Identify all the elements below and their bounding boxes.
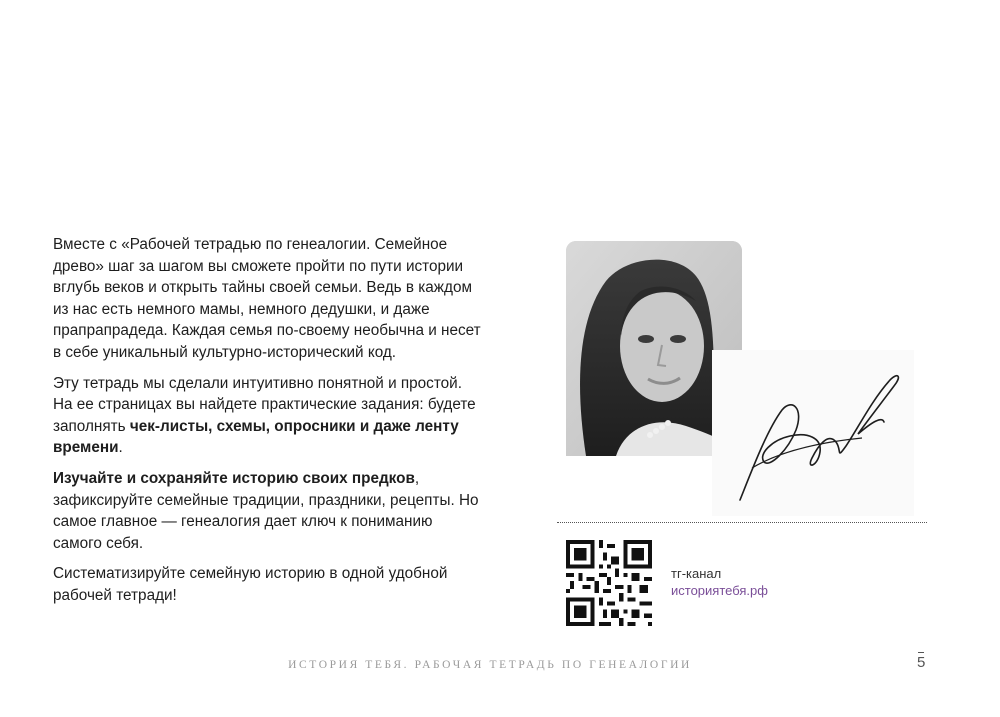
paragraph-4: Систематизируйте семейную историю в одной удобной рабочей тетради! bbox=[53, 565, 448, 604]
author-signature bbox=[712, 350, 914, 516]
paragraph-3: Изучайте и сохраняйте историю своих предков, зафиксируйте семейные традиции, праздники, рецепты. Но самое главное — генеалогия дает ключ к пониманию самого себя. bbox=[53, 469, 479, 552]
paragraph-2-bold: чек-листы, схемы, опросники и даже ленту времени bbox=[53, 417, 459, 457]
qr-code[interactable] bbox=[566, 540, 652, 626]
page-number: 5 bbox=[917, 654, 926, 671]
telegram-label: тг-канал bbox=[671, 566, 722, 581]
paragraph-2: Эту тетрадь мы сделали интуитивно понятной и простой. На ее страницах вы найдете практические задания: будете заполнять чек-листы, схемы, опросники и даже ленту времени. bbox=[53, 374, 476, 457]
qr-code-image bbox=[566, 540, 652, 626]
paragraph-3-bold: Изучайте и сохраняйте историю своих предков bbox=[53, 469, 415, 487]
footer-title: ИСТОРИЯ ТЕБЯ. РАБОЧАЯ ТЕТРАДЬ ПО ГЕНЕАЛОГИИ bbox=[288, 659, 692, 671]
paragraph-1: Вместе с «Рабочей тетрадью по генеалогии. Семейное древо» шаг за шагом вы сможете пройти по пути истории вглубь веков и открыть тайны своей семьи. Ведь в каждом из нас есть немного мамы, немного дедушки, и даже прапрапрадеда. Каждая семья по-своему необычна и несет в себе уникальный культурно-исторический код. bbox=[53, 236, 481, 361]
signature-drawing bbox=[712, 350, 914, 516]
body-text bbox=[53, 234, 483, 616]
dotted-divider bbox=[557, 522, 927, 523]
telegram-channel bbox=[671, 565, 768, 599]
website-link[interactable]: историятебя.рф bbox=[671, 583, 768, 598]
